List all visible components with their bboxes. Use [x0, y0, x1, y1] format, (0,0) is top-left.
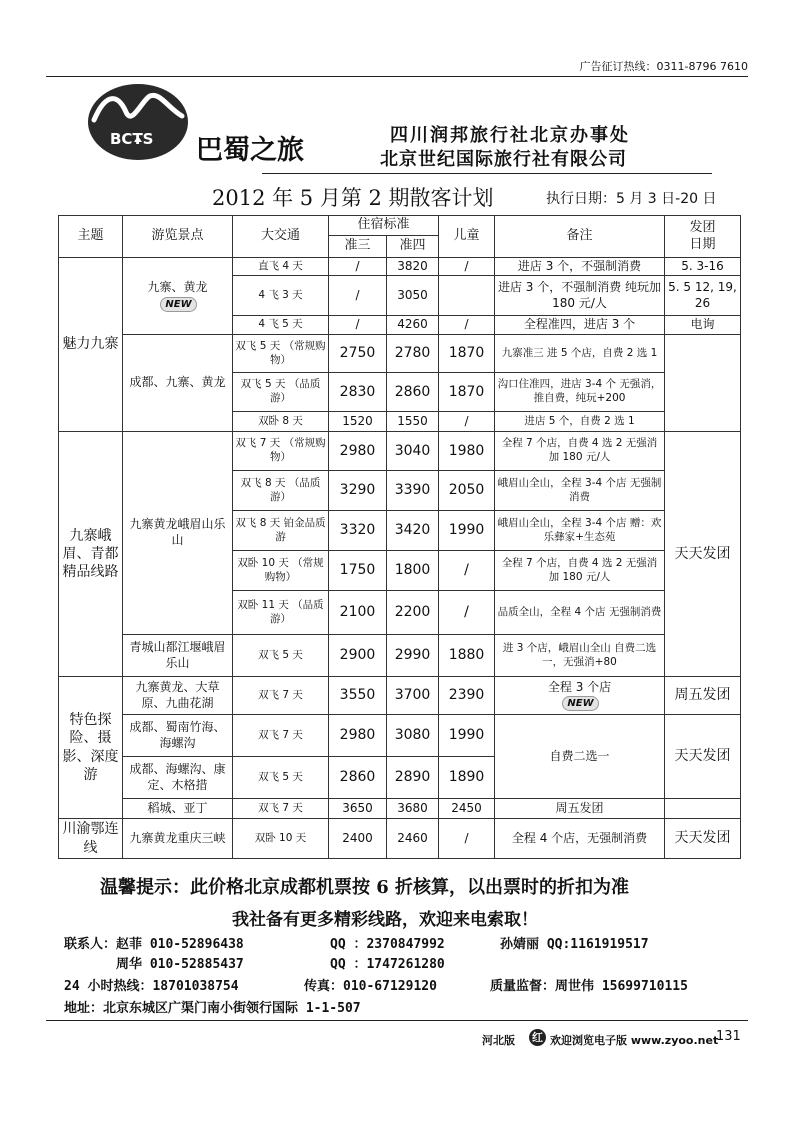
depart-cell	[665, 335, 741, 432]
header-std3: 准三	[329, 236, 387, 258]
table-row	[59, 635, 741, 677]
contact-zhao: 联系人：赵菲 010-52896438	[64, 937, 244, 952]
note-cell: 进店 3 个，不强制消费	[495, 258, 665, 276]
price-std4-cell: 2860	[387, 373, 439, 412]
table-row	[59, 677, 741, 715]
note-cell: 峨眉山全山，全程 3-4 个店 无强制消费	[495, 471, 665, 511]
depart-cell: 天天发团	[665, 819, 741, 859]
transport-cell: 双飞 7 天 （常规购物）	[233, 432, 329, 471]
price-std3-cell: 1520	[329, 412, 387, 432]
price-child-cell: 1990	[439, 511, 495, 551]
transport-cell: 4 飞 3 天	[233, 276, 329, 316]
note-cell: 品质全山，全程 4 个店 无强制消费	[495, 591, 665, 635]
header-depart-line2: 日期	[689, 236, 716, 252]
table-row	[59, 335, 741, 373]
brand-rule	[262, 173, 712, 174]
spots-cell: 青城山都江堰峨眉乐山	[123, 635, 233, 677]
price-std3-cell: 3550	[329, 677, 387, 715]
agency-name-beijing: 北京世纪国际旅行社有限公司	[380, 149, 627, 170]
note-cell: 进 3 个店，峨眉山全山 自费二选一，无强消+80	[495, 635, 665, 677]
header-note: 备注	[495, 216, 665, 258]
bottom-rule	[46, 1020, 748, 1021]
header-transport: 大交通	[233, 216, 329, 258]
depart-cell	[665, 799, 741, 819]
price-std4-cell: 3820	[387, 258, 439, 276]
depart-cell: 电询	[665, 316, 741, 335]
new-badge: NEW	[160, 297, 196, 312]
price-child-cell: /	[439, 316, 495, 335]
table-row	[59, 432, 741, 471]
price-child-cell: /	[439, 258, 495, 276]
price-std4-cell: 3680	[387, 799, 439, 819]
agency-name-sichuan: 四川润邦旅行社北京办事处	[390, 125, 630, 146]
contact-zhou: 周华 010-52885437	[116, 957, 244, 972]
transport-cell: 双飞 5 天 （常规购物）	[233, 335, 329, 373]
footer-badge-icon: 红	[529, 1029, 546, 1046]
note-cell	[495, 677, 665, 715]
header-depart-line1: 发团	[689, 219, 716, 235]
contact-qq1: QQ ：2370847992	[330, 937, 445, 952]
theme-cell: 特色探险、摄影、深度游	[59, 677, 123, 819]
price-std4-cell: 3080	[387, 715, 439, 757]
transport-cell: 双卧 10 天	[233, 819, 329, 859]
transport-cell: 双飞 7 天	[233, 799, 329, 819]
contact-quality: 质量监督：周世伟 15699710115	[490, 979, 688, 994]
note-cell: 九寨准三 进 5 个店，自费 2 选 1	[495, 335, 665, 373]
price-std4-cell: 2780	[387, 335, 439, 373]
contact-hotline: 24 小时热线：18701038754	[64, 979, 239, 994]
price-child-cell: /	[439, 551, 495, 591]
logo-text: BCTS	[110, 130, 154, 148]
contact-fax: 传真：010-67129120	[304, 979, 437, 994]
plan-exec-date: 执行日期：5 月 3 日-20 日	[546, 191, 717, 207]
price-std3-cell: 1750	[329, 551, 387, 591]
price-child-cell: 1870	[439, 335, 495, 373]
price-child-cell: 1880	[439, 635, 495, 677]
note-cell: 进店 5 个，自费 2 选 1	[495, 412, 665, 432]
spots-cell: 稻城、亚丁	[123, 799, 233, 819]
note-cell: 全程 4 个店，无强制消费	[495, 819, 665, 859]
price-std4-cell: 2460	[387, 819, 439, 859]
price-child-cell: 2450	[439, 799, 495, 819]
price-std4-cell: 3050	[387, 276, 439, 316]
theme-cell: 魅力九寨	[59, 258, 123, 432]
note-text: 全程 3 个店	[547, 679, 612, 694]
header-depart	[665, 216, 741, 258]
table-header-row	[59, 216, 741, 236]
price-child-cell: 1890	[439, 757, 495, 799]
footer-site: 欢迎浏览电子版 www.zyoo.net	[550, 1034, 719, 1047]
header-spots: 游览景点	[123, 216, 233, 258]
note-cell: 进店 3 个，不强制消费 纯玩加 180 元/人	[495, 276, 665, 316]
page-number: 131	[716, 1029, 741, 1044]
price-std4-cell: 2200	[387, 591, 439, 635]
transport-cell: 双飞 5 天	[233, 635, 329, 677]
ad-hotline: 广告征订热线：0311-8796 7610	[579, 60, 748, 73]
price-std3-cell: 2860	[329, 757, 387, 799]
more-routes-notice: 我社备有更多精彩线路，欢迎来电索取！	[232, 910, 538, 930]
spots-cell: 成都、九寨、黄龙	[123, 335, 233, 432]
spots-cell: 九寨黄龙、大草原、九曲花湖	[123, 677, 233, 715]
price-std3-cell: /	[329, 316, 387, 335]
contact-address: 地址：北京东城区广渠门南小街领行国际 1-1-507	[64, 1001, 361, 1016]
header-theme: 主题	[59, 216, 123, 258]
price-child-cell	[439, 276, 495, 316]
price-std4-cell: 4260	[387, 316, 439, 335]
transport-cell: 双飞 7 天	[233, 677, 329, 715]
note-cell: 沟口住准四，进店 3-4 个 无强消，推自费，纯玩+200	[495, 373, 665, 412]
price-child-cell: 2390	[439, 677, 495, 715]
depart-cell: 5. 5 12, 19, 26	[665, 276, 741, 316]
transport-cell: 双飞 8 天 铂金品质游	[233, 511, 329, 551]
table-row	[59, 799, 741, 819]
brand-name: 巴蜀之旅	[196, 135, 304, 166]
table-row	[59, 258, 741, 276]
price-child-cell: /	[439, 591, 495, 635]
price-std3-cell: /	[329, 276, 387, 316]
tour-price-table	[58, 215, 741, 859]
table-row	[59, 819, 741, 859]
spots-cell: 成都、海螺沟、康定、木格措	[123, 757, 233, 799]
transport-cell: 双卧 11 天 （品质游）	[233, 591, 329, 635]
spots-cell: 九寨黄龙重庆三峡	[123, 819, 233, 859]
spots-cell	[123, 258, 233, 335]
transport-cell: 直飞 4 天	[233, 258, 329, 276]
note-cell: 全程准四，进店 3 个	[495, 316, 665, 335]
spots-text: 九寨、黄龙	[147, 280, 208, 295]
note-cell: 全程 7 个店，自费 4 选 2 无强消加 180 元/人	[495, 551, 665, 591]
bcts-logo-icon	[86, 82, 190, 162]
transport-cell: 双飞 5 天 （品质游）	[233, 373, 329, 412]
contact-sun: 孙婧丽 QQ:1161919517	[500, 937, 649, 952]
price-child-cell: 1990	[439, 715, 495, 757]
footer-edition: 河北版	[482, 1034, 515, 1047]
contact-qq2: QQ ：1747261280	[330, 957, 445, 972]
price-child-cell: /	[439, 412, 495, 432]
price-child-cell: /	[439, 819, 495, 859]
theme-cell: 九寨峨眉、青都精品线路	[59, 432, 123, 677]
price-child-cell: 1980	[439, 432, 495, 471]
depart-cell: 5. 3-16	[665, 258, 741, 276]
transport-cell: 双卧 8 天	[233, 412, 329, 432]
price-std3-cell: 2400	[329, 819, 387, 859]
price-std4-cell: 3700	[387, 677, 439, 715]
header-child: 儿童	[439, 216, 495, 258]
price-std4-cell: 2890	[387, 757, 439, 799]
note-cell: 峨眉山全山，全程 3-4 个店 赠：欢乐彝家+生态苑	[495, 511, 665, 551]
transport-cell: 双飞 5 天	[233, 757, 329, 799]
header-std4: 准四	[387, 236, 439, 258]
price-std3-cell: 3290	[329, 471, 387, 511]
table-row	[59, 715, 741, 757]
price-std3-cell: 3650	[329, 799, 387, 819]
price-std3-cell: 2980	[329, 715, 387, 757]
transport-cell: 双飞 7 天	[233, 715, 329, 757]
note-cell: 全程 7 个店，自费 4 选 2 无强消加 180 元/人	[495, 432, 665, 471]
price-child-cell: 2050	[439, 471, 495, 511]
price-std4-cell: 3390	[387, 471, 439, 511]
depart-cell: 天天发团	[665, 715, 741, 799]
price-std4-cell: 3040	[387, 432, 439, 471]
transport-cell: 双卧 10 天 （常规购物）	[233, 551, 329, 591]
top-rule	[46, 76, 748, 77]
price-std4-cell: 1800	[387, 551, 439, 591]
theme-cell: 川渝鄂连线	[59, 819, 123, 859]
price-std4-cell: 1550	[387, 412, 439, 432]
note-cell: 自费二选一	[495, 715, 665, 799]
transport-cell: 双飞 8 天 （品质游）	[233, 471, 329, 511]
price-std3-cell: 2900	[329, 635, 387, 677]
spots-cell: 成都、蜀南竹海、海螺沟	[123, 715, 233, 757]
price-std3-cell: 2100	[329, 591, 387, 635]
price-child-cell: 1870	[439, 373, 495, 412]
header-lodging: 住宿标准	[329, 216, 439, 236]
price-std3-cell: 2830	[329, 373, 387, 412]
depart-cell: 周五发团	[665, 677, 741, 715]
new-badge: NEW	[562, 696, 598, 711]
price-std3-cell: /	[329, 258, 387, 276]
transport-cell: 4 飞 5 天	[233, 316, 329, 335]
price-std3-cell: 2750	[329, 335, 387, 373]
price-std3-cell: 3320	[329, 511, 387, 551]
price-std3-cell: 2980	[329, 432, 387, 471]
price-notice: 温馨提示：此价格北京成都机票按 6 折核算，以出票时的折扣为准	[100, 877, 630, 898]
spots-cell: 九寨黄龙峨眉山乐山	[123, 432, 233, 635]
price-std4-cell: 3420	[387, 511, 439, 551]
price-std4-cell: 2990	[387, 635, 439, 677]
plan-title: 2012 年 5 月第 2 期散客计划	[212, 186, 494, 210]
depart-cell: 天天发团	[665, 432, 741, 677]
note-cell: 周五发团	[495, 799, 665, 819]
